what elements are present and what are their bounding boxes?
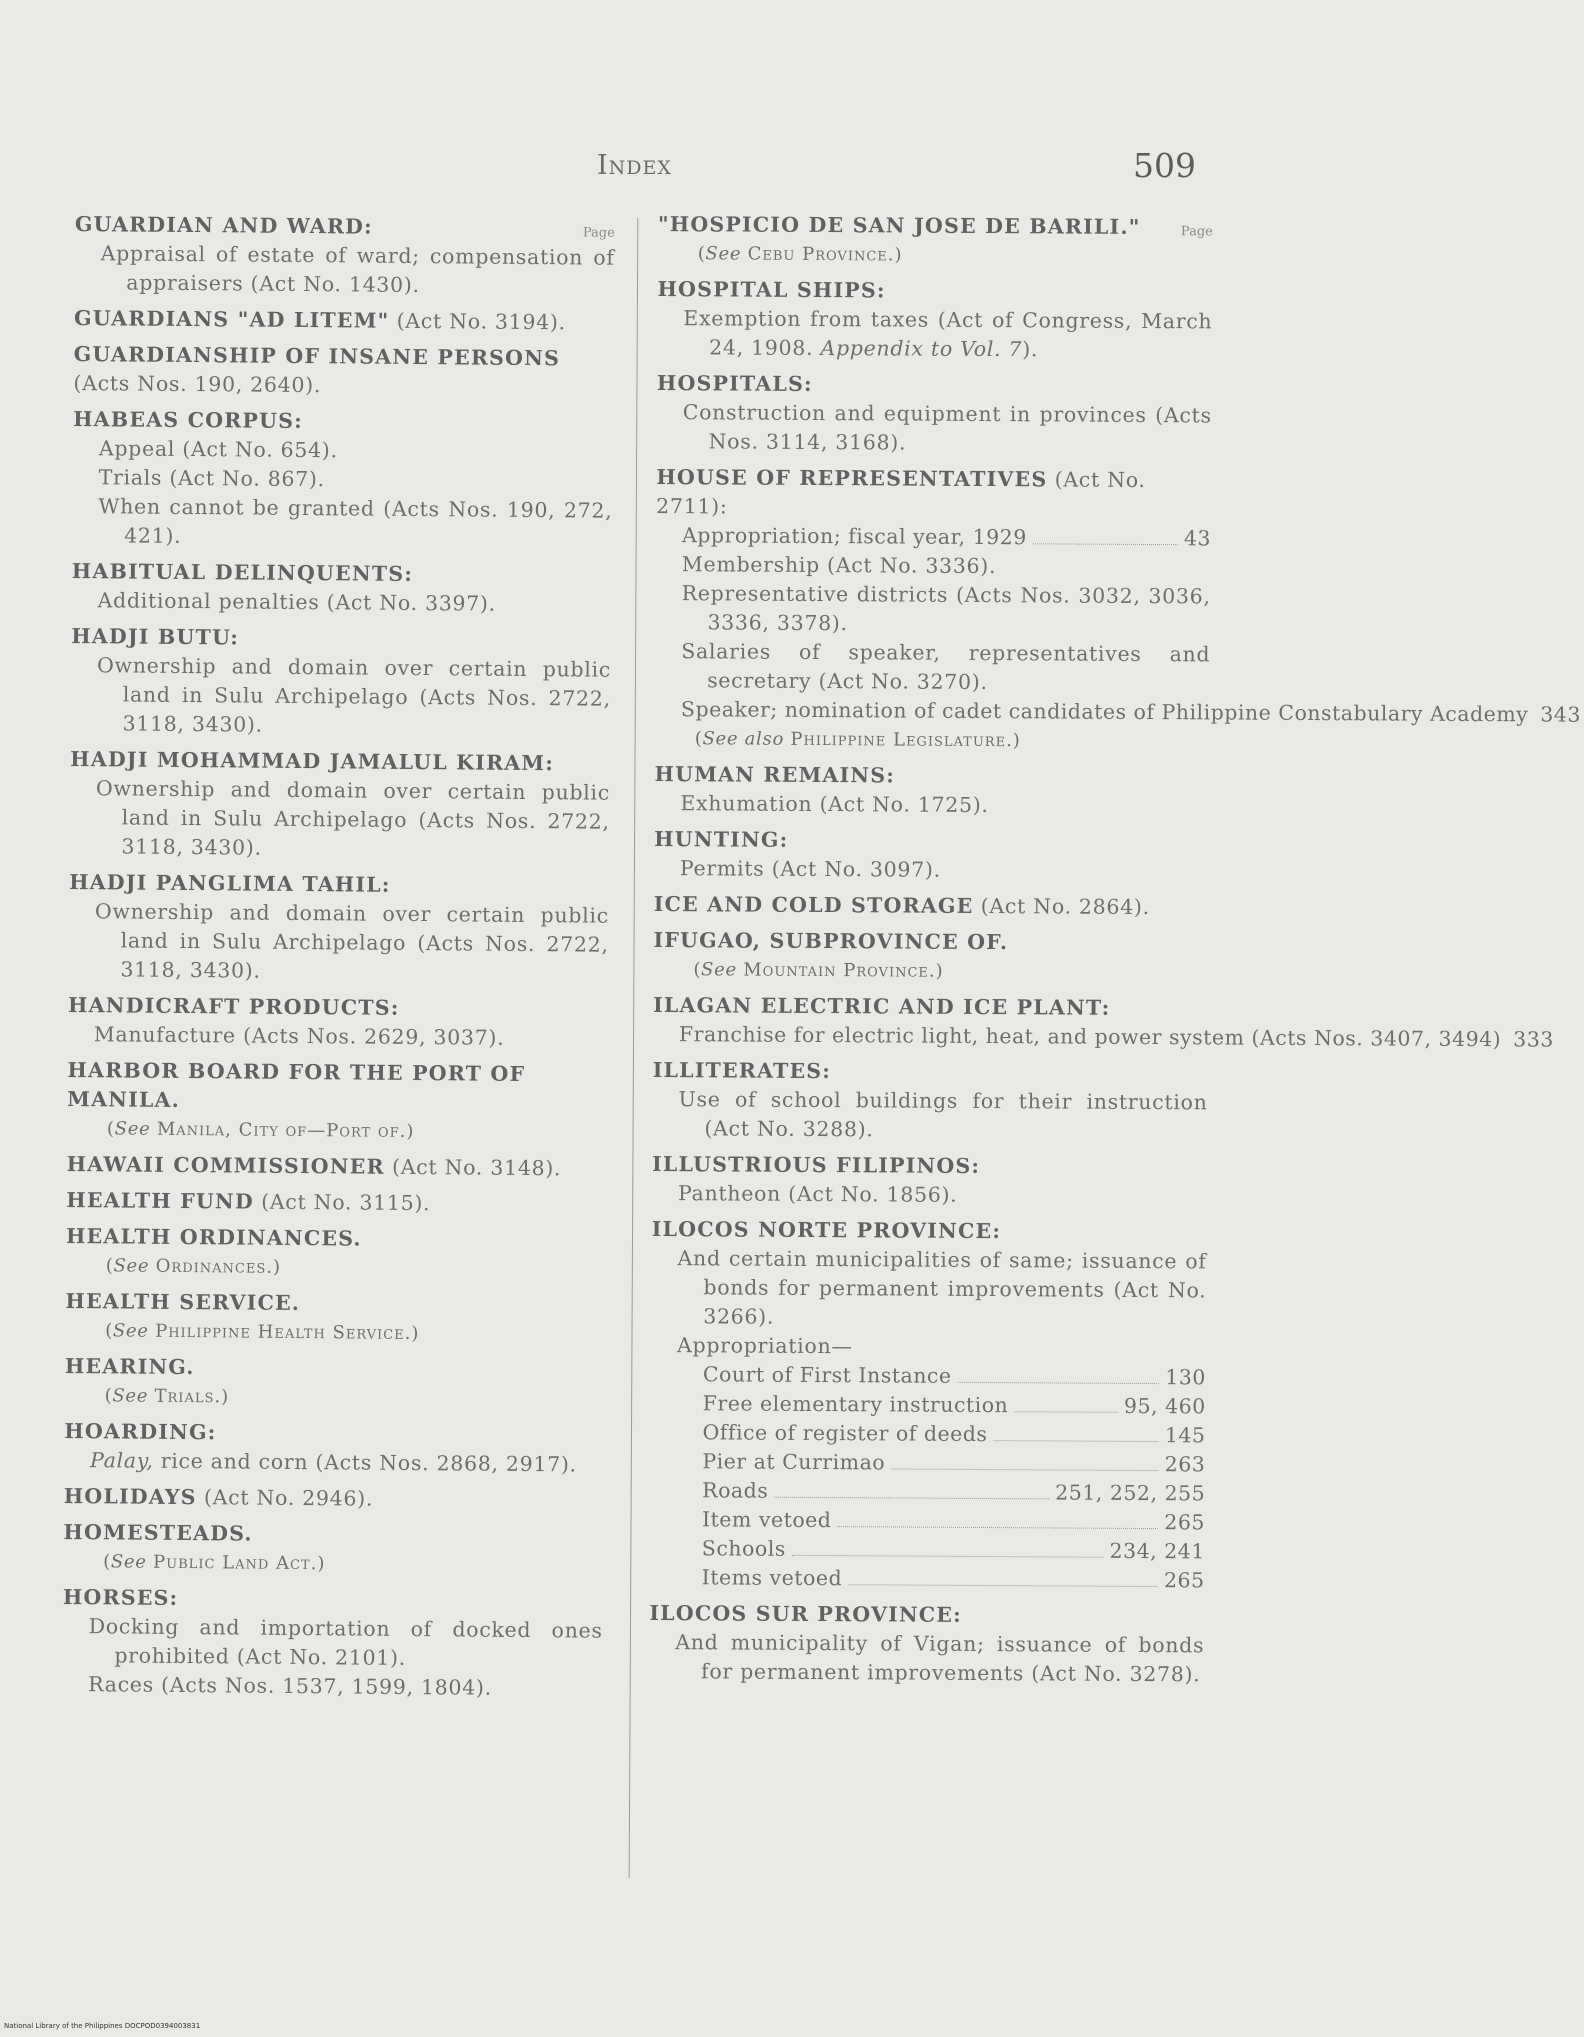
index-entry [68, 991, 608, 1054]
entry-line [652, 1150, 1207, 1182]
index-entry [656, 369, 1212, 459]
dot-leader [958, 1362, 1160, 1384]
page-number: 509 [1133, 146, 1196, 185]
entry-line [653, 1056, 1208, 1088]
page-ref: 234, 241 [1109, 1538, 1205, 1564]
page-ref: 251, 252, 255 [1055, 1480, 1206, 1506]
sub-entry-text: Exhumation (Act No. 1725). [680, 791, 989, 818]
sub-entry [655, 579, 1210, 640]
entry-reference: (Act No. 2946). [196, 1485, 374, 1511]
sub-entry [656, 550, 1211, 582]
entry-line [70, 745, 610, 779]
see-reference: (See Trials.) [104, 1385, 229, 1408]
index-entry [67, 1056, 608, 1148]
entry-text: Roads [702, 1478, 769, 1503]
entry-text: Appropriation; fiscal year, 1929 [681, 523, 1027, 550]
column-divider [629, 218, 639, 1878]
sub-entry-text: Manufacture (Acts Nos. 2629, 3037). [93, 1022, 505, 1050]
see-word: See [113, 1255, 150, 1277]
index-entry [652, 1056, 1208, 1146]
sub-entry [655, 637, 1210, 698]
entry-heading: GUARDIAN AND WARD: [74, 211, 373, 239]
dot-leader [1014, 1391, 1118, 1413]
entry-heading: HEALTH FUND [66, 1187, 255, 1214]
see-target: Philippine Health Service. [155, 1320, 412, 1344]
entry-line [73, 340, 613, 403]
footer-credit: National Library of the Philippines DOCPOD0394003831 [4, 2022, 201, 2030]
entry-line [72, 557, 612, 591]
entry-heading: ILOCOS SUR PROVINCE: [649, 1600, 963, 1627]
sub-entry-text: And certain municipalities of same; issuance of bonds for permanent improvements (Act No. 3266). [677, 1246, 1207, 1329]
leader-row [650, 1563, 1205, 1595]
entry-heading: GUARDIANSHIP OF INSANE PERSONS [73, 341, 561, 371]
sub-entry-text: Appeal (Act No. 654). [98, 436, 338, 463]
sub-entry [71, 586, 611, 620]
page-column-label: Page [582, 225, 615, 241]
entry-line [653, 926, 1208, 958]
entry-line [654, 825, 1209, 857]
entry-text: Free elementary instruction [702, 1391, 1009, 1418]
entry-line [67, 1056, 607, 1119]
index-entry [652, 1150, 1207, 1211]
dot-leader [837, 1506, 1158, 1529]
index-entry [654, 825, 1209, 886]
see-word: See [112, 1320, 149, 1342]
entry-line [656, 463, 1211, 524]
sub-entry-text: Palay, rice and corn (Acts Nos. 2868, 2917). [89, 1448, 577, 1477]
entry-text: Franchise for electric light, heat, and power system (Acts Nos. 3407, 3494) [678, 1022, 1502, 1052]
see-target: Trials. [154, 1385, 222, 1408]
entry-text: Items vetoed [701, 1565, 843, 1591]
entry-line [71, 622, 611, 656]
index-entry [71, 557, 611, 620]
see-target: Mountain Province. [743, 959, 936, 982]
index-entry [657, 275, 1213, 365]
leader-row [655, 695, 1582, 727]
sub-entry-text: When cannot be granted (Acts Nos. 190, 272, 421). [98, 494, 613, 548]
entry-heading: ILAGAN ELECTRIC AND ICE PLANT: [653, 992, 1111, 1020]
leader-row [650, 1505, 1205, 1537]
sub-entry-text: Use of school buildings for their instruction (Act No. 3288). [678, 1087, 1208, 1142]
sub-entry [69, 774, 610, 866]
entry-text: Office of register of deeds [702, 1420, 988, 1447]
entry-heading: HEALTH ORDINANCES. [65, 1223, 362, 1251]
entry-line [649, 1599, 1204, 1631]
index-entry [63, 1518, 603, 1581]
leader-row [650, 1476, 1205, 1508]
entry-line [654, 890, 1209, 922]
sub-entry [652, 1179, 1207, 1211]
entry-heading: HADJI PANGLIMA TAHIL: [69, 869, 391, 897]
entry-reference: (Act No. 2711): [656, 467, 1146, 519]
italic-term: Palay, [89, 1448, 154, 1473]
see-also-word: See also [702, 728, 785, 750]
index-entry [653, 926, 1208, 987]
index-entry [64, 1482, 604, 1516]
entry-line [64, 1482, 604, 1516]
entry-heading: GUARDIANS "AD LITEM" [73, 305, 390, 333]
sub-entry-text: Representative districts (Acts Nos. 3032, 3036, 3336, 3378). [681, 581, 1211, 636]
entry-line [67, 1150, 607, 1184]
entry-heading: HABEAS CORPUS: [73, 406, 304, 433]
leader-row [650, 1418, 1205, 1450]
index-entry [64, 1417, 604, 1480]
entry-heading: IFUGAO, SUBPROVINCE OF. [653, 927, 1009, 955]
dot-leader [774, 1477, 1049, 1500]
index-entry [72, 405, 613, 555]
index-entry [73, 340, 613, 403]
index-entry [66, 1186, 606, 1220]
entry-line [65, 1287, 605, 1321]
entry-heading: ILOCOS NORTE PROVINCE: [651, 1216, 1002, 1244]
index-entry [67, 1150, 607, 1184]
entry-text: Pier at Currimao [702, 1449, 886, 1475]
entry-line [654, 760, 1209, 792]
see-target: Manila, City of—Port of. [156, 1118, 407, 1142]
sub-entry-text: Exemption from taxes (Act of Congress, March 24, 1908. Appendix to Vol. 7). [683, 306, 1213, 362]
entry-line [657, 369, 1212, 401]
sub-entry [651, 1244, 1207, 1334]
page-column-label: Page [1180, 224, 1213, 240]
page-ref: 263 [1164, 1452, 1206, 1477]
entry-line [66, 1186, 606, 1220]
sub-entry-text: Ownership and domain over certain public land in Sulu Archipelago (Acts Nos. 2722, 3118, 3430). [94, 899, 609, 983]
sub-entry-text: Additional penalties (Act No. 3397). [97, 588, 497, 616]
see-word: See [701, 959, 737, 981]
page-ref: 130 [1165, 1365, 1206, 1390]
sub-entry-text: Trials (Act No. 867). [98, 465, 325, 492]
entry-heading: HOMESTEADS. [63, 1519, 253, 1546]
page-ref: 265 [1163, 1568, 1205, 1593]
see-word: See [114, 1118, 151, 1140]
entry-heading: HUNTING: [654, 826, 789, 852]
entry-line [65, 1352, 605, 1386]
entry-heading: HOLIDAYS [63, 1483, 197, 1510]
see-word: See [705, 243, 742, 265]
sub-entry-text: Membership (Act No. 3336). [681, 552, 997, 579]
entry-line [652, 1215, 1207, 1247]
index-entry [658, 210, 1213, 271]
sub-entry-text: Salaries of speaker, representatives and secretary (Act No. 3270). [681, 639, 1211, 695]
see-reference: (See Mountain Province.) [693, 959, 944, 982]
page-ref: 265 [1164, 1510, 1206, 1535]
sub-entry [68, 897, 609, 989]
entry-heading: HEARING. [64, 1353, 195, 1380]
entry-line [63, 1583, 603, 1617]
entry-reference: (Act No. 2864). [973, 893, 1150, 920]
entry-text: Item vetoed [701, 1507, 832, 1533]
see-reference: (See Ordinances.) [105, 1255, 281, 1278]
italic-term: Appendix to Vol. 7 [820, 335, 1023, 362]
left-column [62, 210, 615, 1711]
leader-row [650, 1534, 1205, 1566]
sub-entry [68, 1020, 608, 1054]
leader-row [656, 521, 1211, 553]
dot-leader [1033, 523, 1178, 545]
sub-entry-text: Docking and importation of docked ones prohibited (Act No. 2101). [88, 1614, 603, 1670]
dot-leader [848, 1564, 1158, 1587]
entry-heading: HANDICRAFT PRODUCTS: [67, 992, 400, 1020]
entry-reference: (Act No. 3115). [253, 1189, 431, 1216]
entry-heading: HORSES: [62, 1584, 179, 1610]
index-entry [649, 1599, 1205, 1689]
entry-text: Schools [701, 1536, 786, 1561]
sub-entry-text: Appraisal of estate of ward; compensation of appraisers (Act No. 1430). [100, 241, 615, 298]
see-word: See [110, 1551, 147, 1573]
sub-entry [652, 1085, 1207, 1146]
entry-text: Speaker; nomination of cadet candidates of Philippine Constabulary Academy [680, 697, 1529, 727]
running-title: Index [597, 150, 672, 181]
page-ref: 145 [1164, 1423, 1206, 1448]
sub-entry [657, 304, 1212, 365]
page-ref: 95, 460 [1123, 1393, 1206, 1419]
sub-entry-text: Construction and equipment in provinces (Acts Nos. 3114, 3168). [682, 400, 1212, 455]
sub-entry-text: And municipality of Vigan; issuance of bonds for permanent improvements (Act No. 3278). [675, 1630, 1205, 1687]
entry-heading: HADJI MOHAMMAD JAMALUL KIRAM: [70, 746, 555, 776]
entry-heading: ICE AND COLD STORAGE [653, 891, 974, 918]
index-entry [62, 1583, 603, 1704]
index-entry [650, 1215, 1207, 1595]
sub-entry-text: Ownership and domain over certain public land in Sulu Archipelago (Acts Nos. 2722, 3118, 3430). [95, 776, 611, 860]
entry-heading: HOSPITAL SHIPS: [657, 276, 886, 303]
entry-line [64, 1417, 604, 1451]
sub-entry [70, 651, 611, 743]
sub-entry [72, 492, 612, 555]
index-entry [653, 991, 1554, 1052]
entry-heading: HEALTH SERVICE. [65, 1288, 301, 1316]
leader-row [651, 1360, 1206, 1392]
entry-line [657, 275, 1212, 307]
entry-heading: HOSPITALS: [656, 370, 813, 396]
entry-heading: HOUSE OF REPRESENTATIVES [656, 464, 1048, 492]
sub-entry [64, 1446, 604, 1480]
index-entry [66, 1222, 606, 1285]
sub-entry [62, 1670, 602, 1704]
entry-reference: (Act No. 3148). [384, 1154, 562, 1181]
dot-leader [792, 1535, 1104, 1558]
index-entry [74, 304, 614, 338]
see-target: Cebu Province. [747, 243, 895, 266]
see-target: Philippine Legislature. [790, 728, 1013, 752]
see-target: Ordinances. [155, 1255, 274, 1278]
entry-heading: HARBOR BOARD FOR THE PORT OF MANILA. [67, 1057, 526, 1112]
sub-entry-text: Pantheon (Act No. 1856). [677, 1181, 958, 1207]
sub-entry-text: Ownership and domain over certain public land in Sulu Archipelago (Acts Nos. 2722, 3118, 3430). [96, 653, 612, 737]
entry-line [74, 304, 614, 338]
entry-heading: "HOSPICIO DE SAN JOSE DE BARILI." [657, 211, 1141, 239]
see-reference: (See Public Land Act.) [103, 1551, 326, 1575]
sub-entry [73, 434, 613, 468]
entry-line [73, 405, 613, 439]
index-entry [655, 463, 1582, 756]
entry-line [63, 1518, 603, 1552]
sub-entry [656, 398, 1211, 459]
see-word: See [112, 1385, 149, 1407]
index-entry [654, 760, 1209, 821]
leader-row [651, 1389, 1206, 1421]
index-entry [65, 1352, 605, 1415]
index-entry [74, 210, 615, 302]
sub-entry [654, 854, 1209, 886]
page-ref: 43 [1183, 526, 1212, 551]
sub-entry [654, 789, 1209, 821]
see-reference: (See Manila, City of—Port of.) [106, 1118, 415, 1142]
see-reference: (See Cebu Province.) [697, 243, 903, 266]
leader-row [653, 1020, 1554, 1052]
entry-heading: HADJI BUTU: [71, 623, 240, 650]
right-column [649, 210, 1582, 1696]
dot-leader [993, 1420, 1159, 1442]
dot-leader [891, 1448, 1159, 1471]
entry-heading: HOARDING: [64, 1418, 217, 1445]
page-ref: 343 [1540, 702, 1582, 727]
index-entry [65, 1287, 605, 1350]
sub-entry-text: Permits (Act No. 3097). [679, 856, 941, 882]
index-entry [68, 868, 609, 989]
entry-heading: HABITUAL DELINQUENTS: [71, 558, 414, 586]
see-reference: (See Philippine Health Service.) [105, 1320, 420, 1345]
see-also-reference: (See also Philippine Legislature.) [694, 728, 1021, 752]
page-header [0, 146, 1258, 190]
entry-line [69, 868, 609, 902]
entry-line [75, 210, 615, 244]
entry-line [68, 991, 608, 1025]
entry-text: Court of First Instance [702, 1362, 952, 1388]
sub-entry [651, 1331, 1206, 1363]
sub-entry [62, 1612, 602, 1675]
entry-reference: (Acts Nos. 190, 2640). [73, 370, 322, 398]
index-entry [69, 745, 610, 866]
see-target: Public Land Act. [153, 1551, 318, 1575]
index-entry [654, 890, 1209, 922]
sub-entry-text: Appropriation— [676, 1333, 853, 1359]
entry-line [658, 210, 1213, 242]
entry-heading: HUMAN REMAINS: [654, 761, 896, 788]
entry-reference: (Act No. 3194). [389, 308, 566, 335]
entry-heading: ILLUSTRIOUS FILIPINOS: [652, 1151, 981, 1178]
index-entry [70, 622, 611, 743]
sub-entry [74, 239, 614, 302]
page-ref: 333 [1513, 1027, 1554, 1052]
sub-entry-text: Races (Acts Nos. 1537, 1599, 1804). [88, 1672, 492, 1700]
leader-row [650, 1447, 1205, 1479]
sub-entry [649, 1628, 1204, 1689]
sub-entry [73, 463, 613, 497]
entry-heading: HAWAII COMMISSIONER [66, 1151, 385, 1179]
entry-heading: ILLITERATES: [652, 1057, 832, 1084]
entry-line [653, 991, 1208, 1023]
entry-line [66, 1222, 606, 1256]
